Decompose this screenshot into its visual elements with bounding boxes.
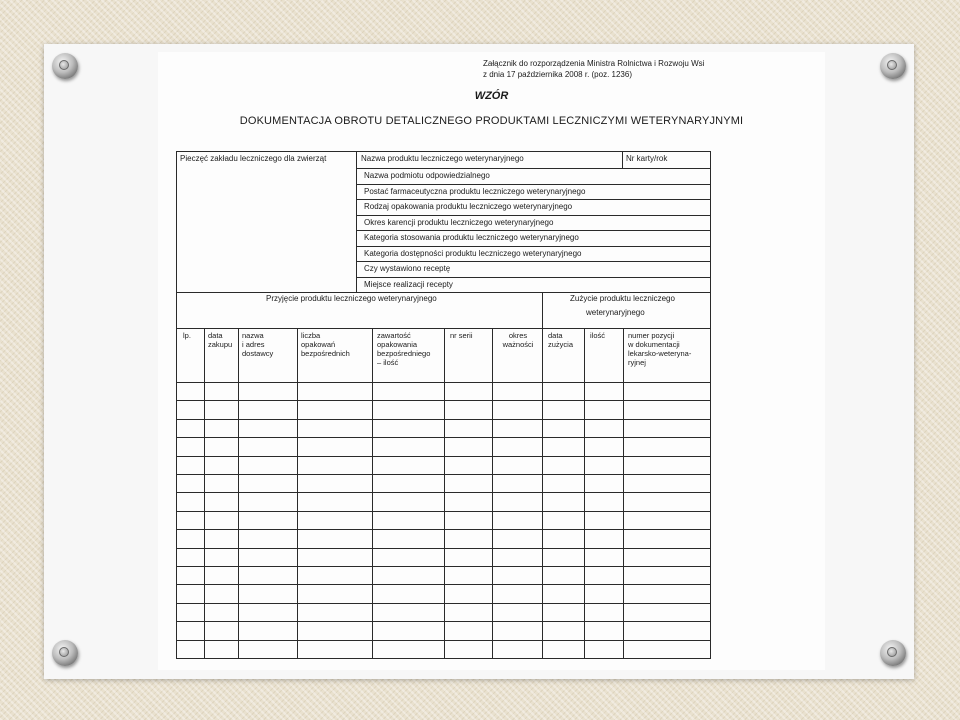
field-label: Miejsce realizacji recepty — [364, 280, 453, 289]
pin-icon — [52, 53, 78, 79]
grid-line — [356, 246, 711, 247]
column-header — [301, 331, 350, 358]
grid-line — [372, 328, 373, 659]
column-header — [628, 331, 691, 367]
column-header — [377, 331, 430, 367]
column-header-line: nazwa — [242, 331, 264, 340]
field-label: Rodzaj opakowania produktu leczniczego weterynaryjnego — [364, 202, 573, 211]
column-header — [501, 331, 535, 349]
grid-line — [356, 151, 357, 293]
column-header-line: lp. — [183, 331, 191, 340]
column-header-line: w dokumentacji — [628, 340, 680, 349]
grid-line — [356, 199, 711, 200]
grid-line — [176, 566, 711, 567]
form-document — [158, 52, 825, 670]
pin-icon — [880, 53, 906, 79]
column-header-line: lekarsko-weteryna- — [628, 349, 692, 358]
grid-line — [176, 400, 711, 401]
grid-line — [176, 621, 711, 622]
grid-line — [176, 292, 711, 293]
column-header — [590, 331, 605, 340]
column-header-line: data — [208, 331, 223, 340]
column-header-line: zawartość — [377, 331, 411, 340]
field-label: Kategoria dostępności produktu leczniczego weterynaryjnego — [364, 249, 582, 258]
card-number-label: Nr karty/rok — [626, 154, 668, 163]
grid-line — [176, 456, 711, 457]
grid-line — [444, 328, 445, 659]
attachment-note — [483, 58, 704, 80]
column-header-line: ważności — [502, 340, 534, 349]
column-header-line: data — [548, 331, 563, 340]
column-header-line: numer pozycji — [628, 331, 675, 340]
field-label: Nazwa podmiotu odpowiedzialnego — [364, 171, 490, 180]
field-label: Postać farmaceutyczna produktu leczniczego weterynaryjnego — [364, 187, 586, 196]
grid-line — [356, 261, 711, 262]
column-header-line: i adres — [242, 340, 265, 349]
document-title: DOKUMENTACJA OBROTU DETALICZNEGO PRODUKTAMI LECZNICZYMI WETERYNARYJNYMI — [239, 115, 744, 127]
grid-line — [176, 640, 711, 641]
grid-line — [176, 603, 711, 604]
grid-line — [176, 437, 711, 438]
column-header — [183, 331, 191, 340]
grid-line — [356, 230, 711, 231]
grid-line — [176, 151, 711, 152]
column-header-line: zużycia — [548, 340, 574, 349]
grid-line — [584, 328, 585, 659]
grid-line — [356, 277, 711, 278]
column-header-line: – ilość — [377, 358, 399, 367]
grid-line — [204, 328, 205, 659]
column-header-line: liczba — [301, 331, 321, 340]
template-label: WZÓR — [474, 90, 509, 102]
pin-icon — [52, 640, 78, 666]
column-header — [450, 331, 473, 340]
usage-section-title-2: weterynaryjnego — [586, 308, 645, 317]
product-name-label: Nazwa produktu leczniczego weterynaryjnego — [361, 154, 524, 163]
column-header-line: zakupu — [208, 340, 233, 349]
grid-line — [176, 382, 711, 383]
grid-line — [297, 328, 298, 659]
field-label: Okres karencji produktu leczniczego weterynaryjnego — [364, 218, 554, 227]
grid-line — [356, 168, 711, 169]
grid-line — [176, 511, 711, 512]
column-header-line: okres — [508, 331, 528, 340]
grid-line — [176, 151, 177, 659]
column-header-line: bezpośrednich — [301, 349, 350, 358]
field-label: Kategoria stosowania produktu leczniczego weterynaryjnego — [364, 233, 579, 242]
grid-line — [622, 151, 623, 169]
grid-line — [176, 529, 711, 530]
column-header-line: ryjnej — [628, 358, 646, 367]
column-header-line: bezpośredniego — [377, 349, 431, 358]
grid-line — [623, 328, 624, 659]
column-header — [242, 331, 273, 358]
grid-line — [356, 215, 711, 216]
attachment-line-2: z dnia 17 października 2008 r. (poz. 1236) — [483, 70, 632, 79]
stamp-label: Pieczęć zakładu leczniczego dla zwierząt — [180, 154, 327, 163]
column-header-line: dostawcy — [242, 349, 274, 358]
column-header-line: nr serii — [450, 331, 473, 340]
column-header-line: opakowania — [377, 340, 418, 349]
column-header-line: opakowań — [301, 340, 336, 349]
grid-line — [176, 548, 711, 549]
field-label: Czy wystawiono receptę — [364, 264, 451, 273]
grid-line — [176, 474, 711, 475]
column-header — [548, 331, 573, 349]
attachment-line-1: Załącznik do rozporządzenia Ministra Rolnictwa i Rozwoju Wsi — [483, 59, 705, 68]
column-header — [208, 331, 232, 349]
grid-line — [356, 184, 711, 185]
grid-line — [238, 328, 239, 659]
pin-icon — [880, 640, 906, 666]
usage-section-title: Zużycie produktu leczniczego — [570, 294, 675, 303]
grid-line — [710, 151, 711, 659]
column-header-line: ilość — [590, 331, 606, 340]
receipt-section-title: Przyjęcie produktu leczniczego weterynaryjnego — [266, 294, 437, 303]
grid-line — [176, 492, 711, 493]
grid-line — [176, 419, 711, 420]
grid-line — [176, 584, 711, 585]
grid-line — [492, 328, 493, 659]
